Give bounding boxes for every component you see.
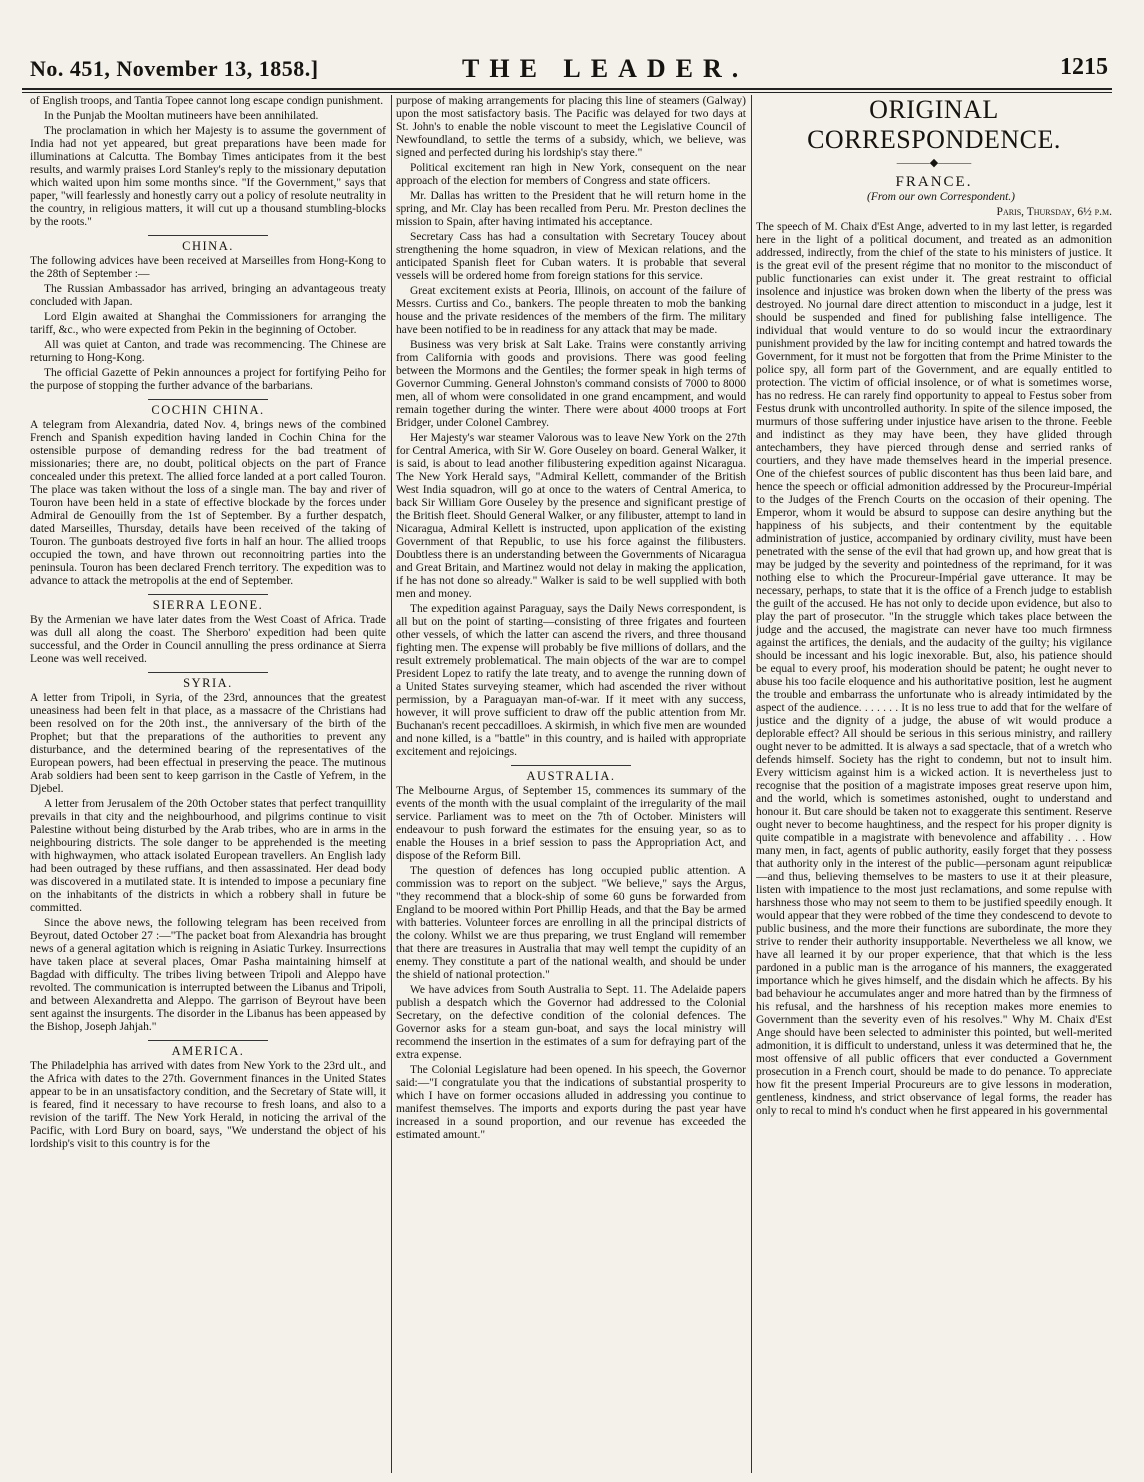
paragraph: Mr. Dallas has written to the President that he will return home in the spring, and Mr. Clay has been recalled from Peru. Mr. Preston declines the mission to Spain, after having intimated his acceptance. bbox=[396, 190, 746, 228]
section-title: AUSTRALIA. bbox=[526, 769, 616, 783]
paragraph: purpose of making arrangements for placing this line of steamers (Galway) upon the most satisfactory basis. The Pacific was delayed for two days at St. John's to enable the noble viscount to meet the Legislative Council of Newfoundland, to settle the terms of a subsidy, which, we believe, was signed and perfected during his lordship's stay there." bbox=[396, 95, 746, 159]
column-1 bbox=[30, 95, 386, 1473]
column-divider bbox=[751, 95, 752, 1473]
paragraph: The official Gazette of Pekin announces a project for fortifying Peiho for the purpose of stopping the further advance of the barbarians. bbox=[30, 367, 386, 392]
column-divider bbox=[391, 95, 392, 1473]
column-2 bbox=[396, 95, 746, 1473]
paragraph: The expedition against Paraguay, says the Daily News correspondent, is all but on the point of starting—consisting of three frigates and fourteen other vessels, of which the latter can ascend the rivers, and three thousand fighting men. The expense will probably be five millions of dollars, and the result extremely problematical. The main objects of the war are to compel President Lopez to ratify the late treaty, and to avenge the running down of a United States surveying steamer, which had ascended the river without permission, by a Paraguayan man-of-war. If it meet with any success, however, it will prove sufficient to draw off the public attention from Mr. Buchanan's recent peccadilloes. A skirmish, in which five men are wounded and none killed, is a "battle" in this country, and is hailed with appropriate excitement and rejoicings. bbox=[396, 603, 746, 758]
paragraph: Business was very brisk at Salt Lake. Trains were constantly arriving from California with goods and provisions. There was good feeling between the Mormons and the Gentiles; the former speak in high terms of Governor Cumming. General Johnston's command consists of 7000 to 8000 men, all of whom were consolidated in one grand encampment, and would remain together during the winter. There were about 4000 troops at Fort Bridger, under Colonel Cambrey. bbox=[396, 339, 746, 429]
paragraph: The following advices have been received at Marseilles from Hong-Kong to the 28th of September :— bbox=[30, 255, 386, 280]
paragraph: A letter from Tripoli, in Syria, of the 23rd, announces that the greatest uneasiness had been felt in that place, as a massacre of the Christians had been resolved on for the 20th inst., the anniversary of the birth of the Prophet; but that the preparations of the authorities to prevent any disturbance, and the determined bearing of the representatives of the European powers, had been effectual in preserving the peace. The mutinous Arab soldiers had been sent to keep garrison in the Castle of Yefrem, in the Djebel. bbox=[30, 692, 386, 795]
section-heading-america bbox=[30, 1040, 386, 1058]
paragraph: By the Armenian we have later dates from the West Coast of Africa. Trade was dull all along the coast. The Sherboro' expedition had been quite successful, and the Order in Council annulling the press ordinance at Sierra Leone was well received. bbox=[30, 614, 386, 665]
paragraph: Lord Elgin awaited at Shanghai the Commissioners for arranging the tariff, &c., who were expected from Pekin in the beginning of October. bbox=[30, 311, 386, 336]
section-heading-syria bbox=[30, 672, 386, 690]
paragraph: The Philadelphia has arrived with dates from New York to the 23rd ult., and the Africa with dates to the 27th. Government finances in the United States appear to be in an unsatisfactory condition, and the Secretary of State will, it is feared, find it necessary to have recourse to fresh loans, and also to a revision of the tariff. The New York Herald, in noticing the arrival of the Pacific, with Lord Bury on board, says, "We understand the object of his lordship's visit to this country is for the bbox=[30, 1060, 386, 1150]
paragraph: In the Punjab the Mooltan mutineers have been annihilated. bbox=[44, 110, 319, 122]
dateline-text: Paris, Thursday, 6½ p.m. bbox=[996, 206, 1112, 218]
section-title: AMERICA. bbox=[171, 1044, 245, 1058]
paragraph: The Melbourne Argus, of September 15, commences its summary of the events of the month with the usual complaint of the irregularity of the mail service. Parliament was to meet on the 7th of October. Ministers will endeavour to push forward the estimates for the ensuing year, so as to enable the Houses in a brief session to pass the Appropriation Act, and dispose of the Reform Bill. bbox=[396, 785, 746, 862]
section-title: CHINA. bbox=[182, 239, 234, 253]
paragraph: We have advices from South Australia to Sept. 11. The Adelaide papers publish a despatch which the Governor had addressed to the Colonial Secretary, on the defective condition of the colonial defences. The Governor asks for a steam gun-boat, and says the local ministry will recommend the insertion in the estimates of a sum for defraying part of the extra expense. bbox=[396, 984, 746, 1061]
paragraph: The Colonial Legislature had been opened. In his speech, the Governor said:—"I congratulate you that the indications of substantial prosperity to which I have on former occasions alluded in addressing you continue to manifest themselves. The imports and exports during the past year have increased in a sound proportion, and our revenue has exceeded the estimated amount." bbox=[396, 1064, 746, 1141]
paper-title: THE LEADER. bbox=[462, 54, 749, 83]
paragraph: Political excitement ran high in New York, consequent on the near approach of the election for members of Congress and state officers. bbox=[396, 162, 746, 187]
paragraph: The proclamation in which her Majesty is to assume the government of India had not yet appeared, but great preparations have been made for illuminations at Calcutta. The Bombay Times anticipates from it the best results, and warmly praises Lord Stanley's reply to the missionary deputation which waited upon him some months since. "If the Government," says that paper, "will fearlessly and honestly carry out a policy of resolute neutrality in the country, in religious matters, it will cut up a thousand stumbling-blocks by the roots." bbox=[30, 125, 386, 228]
section-title: SIERRA LEONE. bbox=[152, 598, 264, 612]
section-title: COCHIN CHINA. bbox=[151, 403, 265, 417]
paragraph: Secretary Cass has had a consultation with Secretary Toucey about strengthening the home squadron, in view of Mexican relations, and the anticipated Spanish fleet for Cuban waters. It is probable that several vessels will be ordered home from foreign stations for this service. bbox=[396, 231, 746, 282]
original-correspondence-heading: ORIGINAL CORRESPONDENCE. bbox=[807, 95, 1061, 154]
dateline bbox=[756, 206, 1112, 219]
column-3 bbox=[756, 95, 1112, 1473]
section-title-france: FRANCE. bbox=[895, 174, 973, 190]
section-title: SYRIA. bbox=[183, 676, 233, 690]
paragraph: The speech of M. Chaix d'Est Ange, adverted to in my last letter, is regarded here in the light of a political document, and treated as an admonition addressed, indirectly, from the chief of the state to his ministers of justice. It is the great evil of the present régime that no monitor to the misconduct of public functionaries can exist under it. The great restraint to official insolence and injustice was broken down when the liberty of the press was destroyed. No journal dare direct attention to misconduct in a judge, lest it should be suspended and fined for publishing false intelligence. The individual that would venture to do so would incur the extraordinary punishment provided by the law for inciting contempt and hatred towards the Government, for it must not be forgotten that from the Prime Minister to the police spy, all form part of the Government, and are equally entitled to protection. The victim of official insolence, or of what is sometimes worse, has no redress. He can rarely find opportunity to appeal to Festus sober from Festus drunk with uncontrolled authority. In spite of the silence imposed, the murmurs of those suffering under injustice have arisen to the throne. Feeble and indistinct as they may have been, they have glided through antechambers, they have pierced through dense and serried ranks of courtiers, and they have made themselves heard in the imperial presence. One of the chiefest sources of public discontent has thus been laid bare, and hence the speech or official admonition addressed by the Procureur-Impérial to the Judges of the French Courts on the occasion of their opening. The Emperor, whom it would be absurd to suppose can desire anything but the happiness of his subjects, and their contentment by the equitable administration of justice, accompanied by ordinary civility, must have been penetrated with the sense of the evil that had grown up, and how great that is may be judged by the severity and pointedness of the reprimand, for it was nothing else to which the Procureur-Impérial gave utterance. It may be necessary, perhaps, to state that it is the office of a French judge to establish the guilt of the accused. He has not only to decide upon evidence, but also to play the part of prosecutor. "In the struggle which takes place between the judge and the accused, the magistrate can never have too much firmness against the artifices, the denials, and the audacity of the guilty; his vigilance should be incessant and his logic inexorable. But, also, his patience should be equal to every proof, his moderation should be patent; he ought never to abuse his too facile eloquence and his authoritative position, lest he augment the trouble and embarrass the unfortunate who is already intimidated by the aspect of the audience. . . . . . . It is no less true to add that for the welfare of justice and the dignity of a judge, the abuse of wit would produce a deplorable effect? All should be serious in this serious ministry, and raillery ought never to be admitted. It is always a sad spectacle, that of a wretch who defends himself. Society has the right to condemn, but not to insult him. Every witticism against him is a wicked action. It is nevertheless just to recognise that the position of a magistrate imposes great reserve upon him, and the world, which is sometimes astonished, ought to understand and honour it. But care should be taken not to exaggerate this sentiment. Reserve ought never to become haughtiness, and the respect for his proper dignity is quite compatible in a magistrate with benevolence and affability . . . How many men, in fact, agents of public authority, easily forget that they possess that authority only in the interest of the public—personam agunt reipublicæ—and thus, believing themselves to be masters to use it at their pleasure, listen with impatience to the most just reclamations, and some repulse with harshness those who may not seem to them to be justified speedily enough. It would appear that they were robbed of the time they condescend to devote to public business, and the more their functions are subordinate, the more they strive to render their authority insupportable. Nevertheless we all know, we have all learned it by our proper experience, that that which is the less pardoned in a public man is the arrogance of his manners, the exaggerated importance which he gives himself, and the disdain which he affects. By his bad behaviour he accumulates anger and more hatred than by the firmness of his refusal, and the harshness of his reception makes more enemies to Government than the severity even of his resolves." Why M. Chaix d'Est Ange should have been selected to administer this pointed, but well-merited admonition, it is difficult to understand, unless it was determined that he, the most offensive of all public officers that ever conducted a Government prosecution in a French court, should be made to do penance. To appreciate how fit the present Imperial Procureurs are to give lessons in moderation, gentleness, kindness, and strict observance of legal forms, the reader has only to recal to mind h's conduct when he first appeared in his governmental bbox=[756, 221, 1112, 1117]
paragraph: The question of defences has long occupied public attention. A commission was to report on the subject. "We believe," says the Argus, "they recommend that a block-ship of some 60 guns be forwarded from England to be moored within Port Phillip Heads, and that the Bay be armed with batteries. Volunteer forces are enrolling in all the principal districts of the colony. Whilst we are thus preparing, we trust England will remember that there are treasures in Australia that may well tempt the cupidity of an enemy. They constitute a part of the national wealth, and should be under the shield of national protection." bbox=[396, 865, 746, 981]
byline: (From our own Correspondent.) bbox=[866, 191, 1015, 203]
section-heading-cochin-china bbox=[30, 399, 386, 417]
paragraph: Her Majesty's war steamer Valorous was to leave New York on the 27th for Central America, with Sir W. Gore Ouseley on board. General Walker, it is said, is about to lead another filibustering expedition against Nicaragua. The New York Herald says, "Admiral Kellett, commander of the British West India squadron, will go at once to the waters of Central America, to back Sir William Gore Ouseley by the presence and significant prestige of the British fleet. Should General Walker, or any filibuster, attempt to land in Nicaragua, Admiral Kellett is instructed, upon application of the existing Government of that Republic, to use his force against the filibusters. Doubtless there is an understanding between the Governments of Nicaragua and Great Britain, and Martinez would not delay in making the application, if he has not done so already." Walker is said to be well supplied with both men and money. bbox=[396, 432, 746, 600]
section-heading-australia bbox=[396, 765, 746, 783]
header-rule bbox=[22, 88, 1112, 90]
paragraph: All was quiet at Canton, and trade was recommencing. The Chinese are returning to Hong-Kong. bbox=[30, 339, 386, 364]
issue-line: No. 451, November 13, 1858.] bbox=[30, 56, 319, 81]
paragraph: A telegram from Alexandria, dated Nov. 4, brings news of the combined French and Spanish expedition having landed in Cochin China for the ostensible purpose of demanding redress for the bad treatment of missionaries; there are, no doubt, political objects on the part of France concealed under this pretext. The allied force landed at a port called Touron. The place was taken without the loss of a single man. The bay and river of Touron have been held in a state of effective blockade by the forces under Admiral de Genouilly from the 1st of September. By a further despatch, dated Marseilles, Thursday, details have been received of the taking of Touron. The gunboats destroyed five forts in half an hour. The allied troops occupied the town, and have thrown out reconnoitring parties into the peninsula. Touron has been declared French territory. The expedition was to advance to attack the metropolis at the end of September. bbox=[30, 419, 386, 587]
paragraph: Since the above news, the following telegram has been received from Beyrout, dated October 27 :—"The packet boat from Alexandria has brought news of a general agitation which is reigning in Asiatic Turkey. Insurrections have taken place at several places, Omar Pasha maintaining himself at Bagdad with difficulty. The tribes living between Tripoli and Aleppo have revolted. The communication is interrupted between the Libanus and Tripoli, and between Alexandretta and Aleppo. The garrison of Beyrout have been sent against the insurgents. The disorder in the Libanus has been appeased by the Bishop, Joseph Jahjah." bbox=[30, 917, 386, 1033]
paragraph: of English troops, and Tantia Topee cannot long escape condign punishment. bbox=[30, 95, 384, 107]
page-number: 1215 bbox=[1060, 54, 1108, 80]
section-heading-china bbox=[30, 235, 386, 253]
section-heading-sierra-leone bbox=[30, 594, 386, 612]
header-rule-thin bbox=[22, 92, 1112, 93]
masthead bbox=[22, 52, 1112, 86]
paragraph: Great excitement exists at Peoria, Illinois, on account of the failure of Messrs. Curtiss and Co., bankers. The people threaten to mob the banking house and the private residences of the members of the firm. The military have been notified to be in readiness for any attack that may be made. bbox=[396, 285, 746, 336]
paragraph: The Russian Ambassador has arrived, bringing an advantageous treaty concluded with Japan. bbox=[30, 283, 386, 308]
paragraph: A letter from Jerusalem of the 20th October states that perfect tranquillity prevails in that city and the neighbourhood, and pilgrims continue to visit Palestine without being disturbed by the Arab tribes, who are in arms in the neighbouring districts. The sole danger to be apprehended is the meeting with highwaymen, who attack isolated European travellers. An English lady had been outraged by these ruffians, and then assassinated. Her dead body was discovered in a mutilated state. It is intended to impose a pecuniary fine on the inhabitants of the districts in which a robbery shall in future be committed. bbox=[30, 798, 386, 914]
ornament-divider: ———◆——— bbox=[896, 157, 972, 169]
